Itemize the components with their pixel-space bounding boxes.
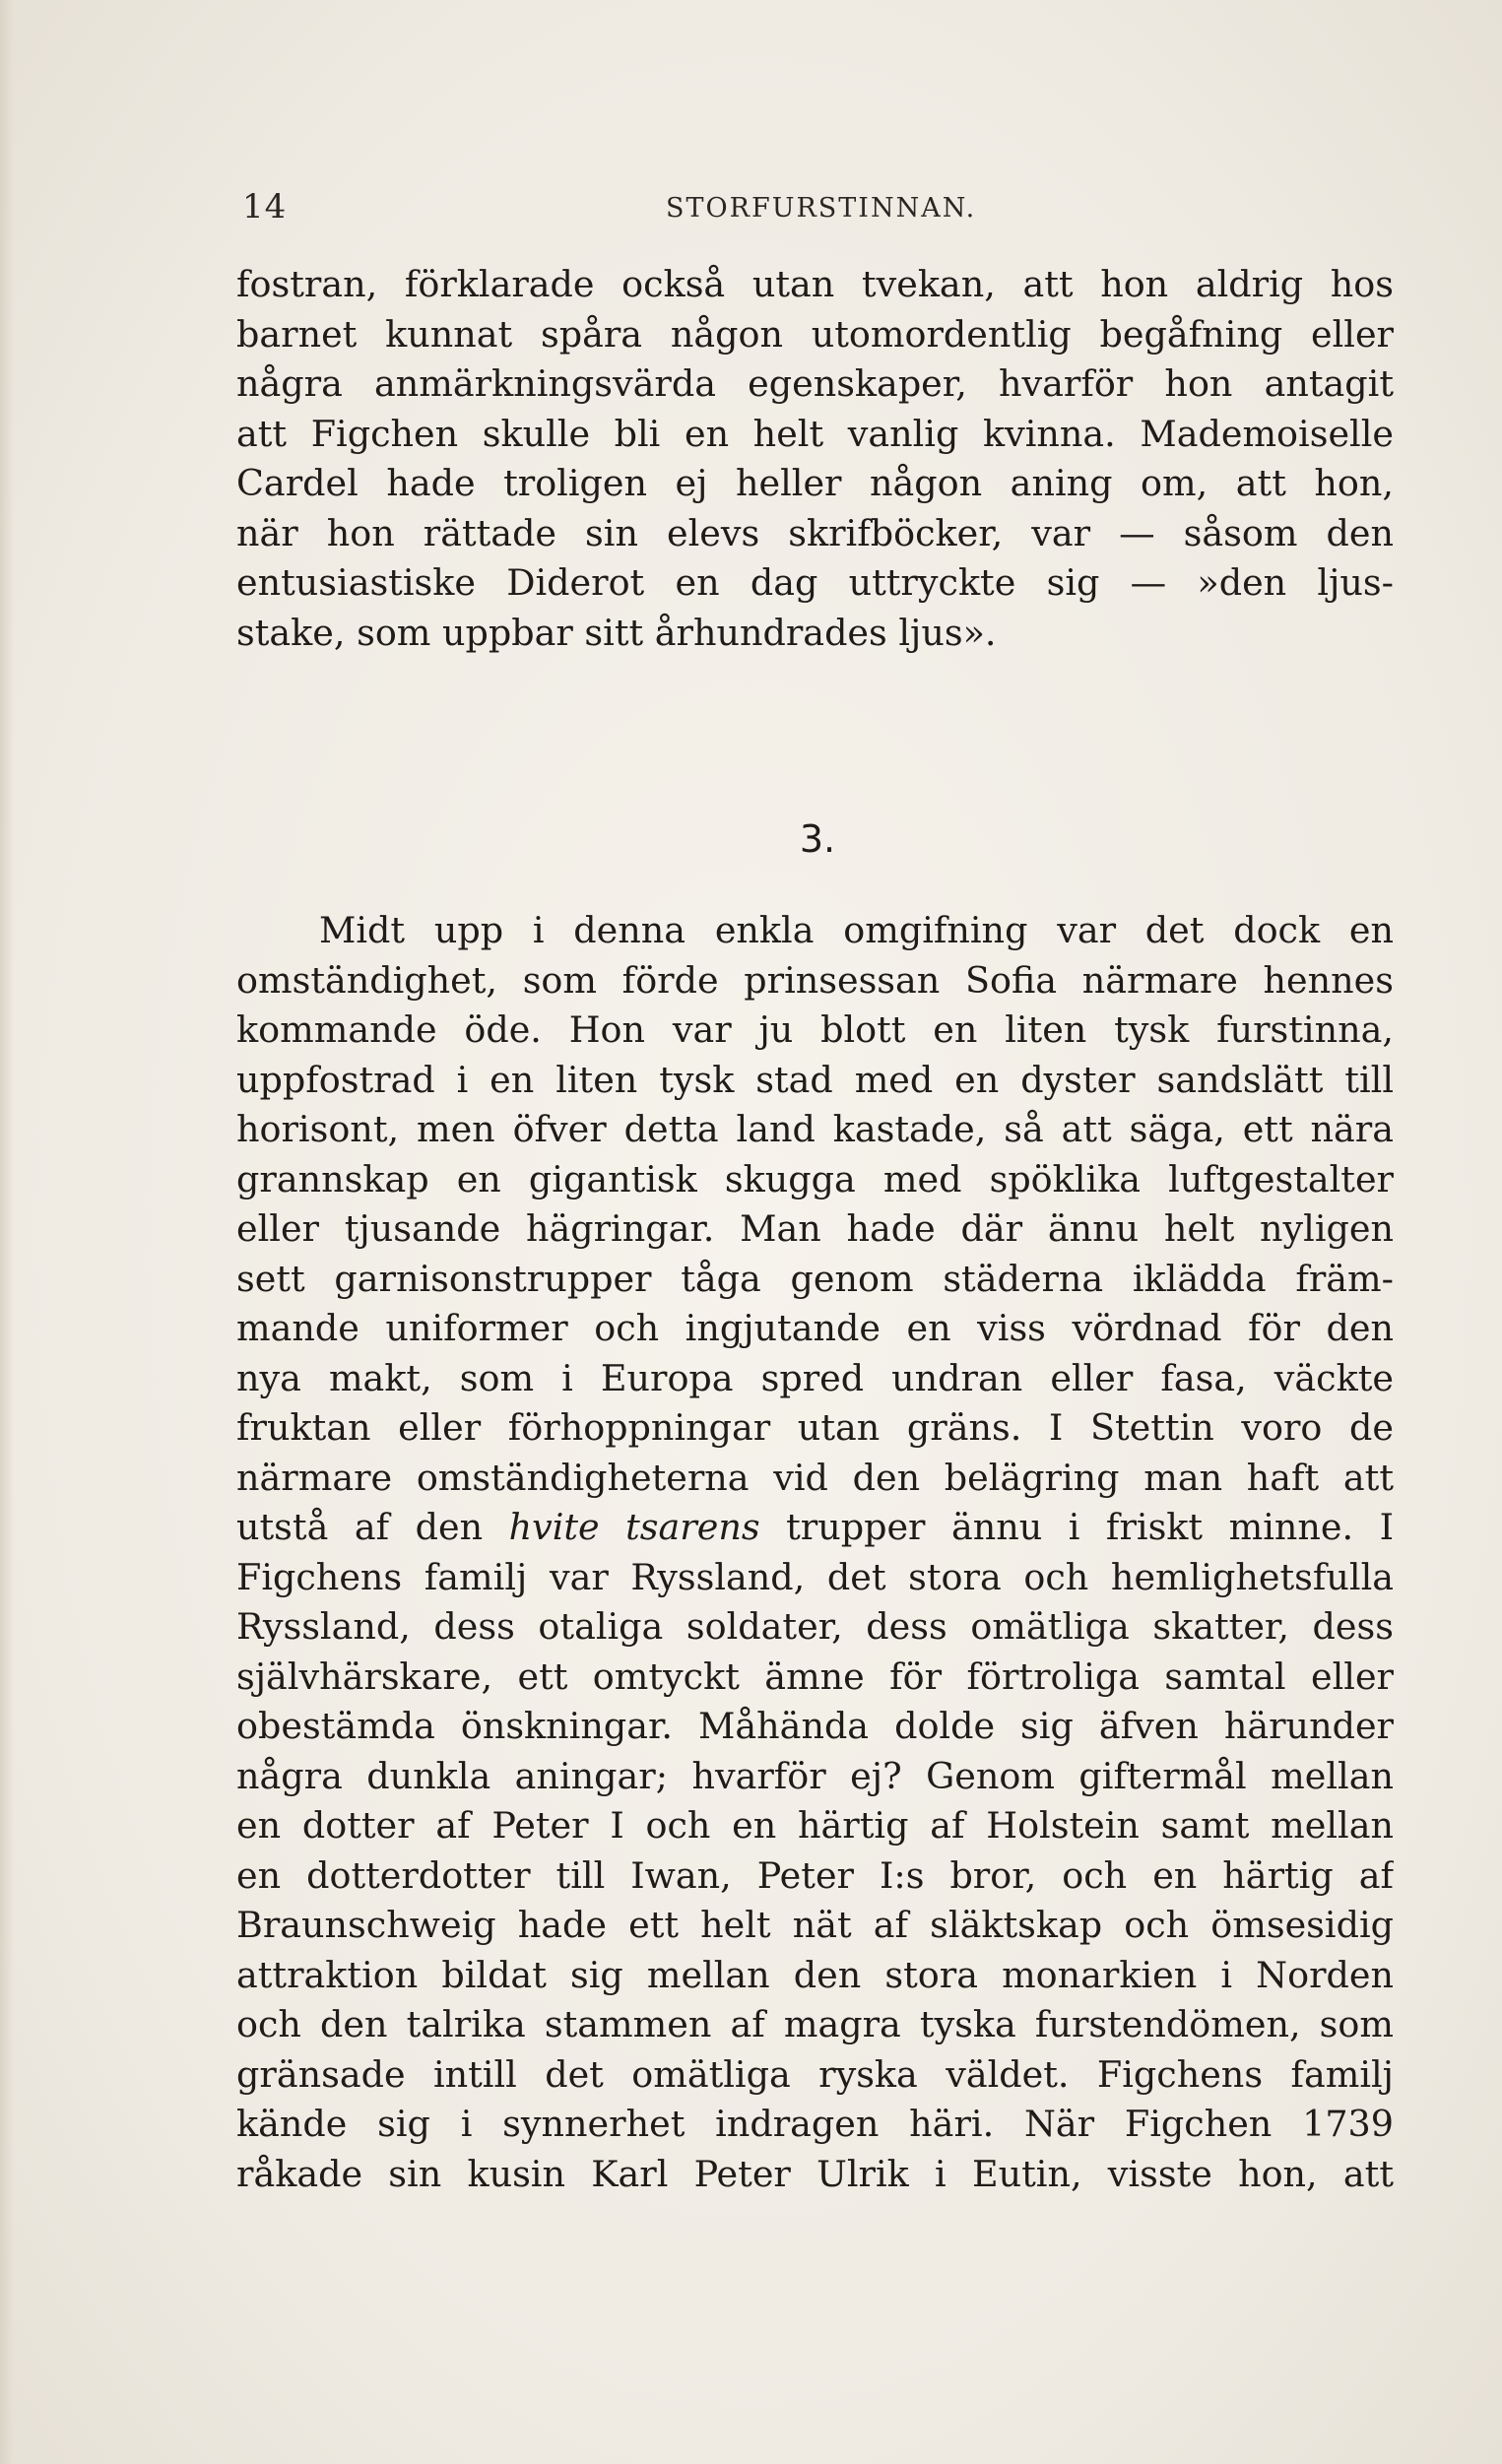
text-line: självhärskare, ett omtyckt ämne för förtroliga samtal eller [236,1654,1394,1698]
running-title: STORFURSTINNAN. [666,193,977,224]
text-line: fruktan eller förhoppningar utan gräns. I Stettin voro de [236,1406,1394,1449]
text-line: entusiastiske Diderot en dag uttryckte sig — »den ljus- [236,561,1394,604]
text-line: grannskap en gigantisk skugga med spöklika luftgestalter [236,1157,1394,1200]
section-number: 3. [799,817,836,861]
text-line: Ryssland, dess otaliga soldater, dess omätliga skatter, dess [236,1605,1394,1648]
text-line: en dotterdotter till Iwan, Peter I:s bror, och en härtig af [236,1853,1394,1897]
text-line: råkade sin kusin Karl Peter Ulrik i Eutin, visste hon, att [236,2152,1394,2195]
text-line-with-italic [236,1503,1394,1553]
text-line: sett garnisonstrupper tåga genom städerna iklädda främ- [236,1257,1394,1300]
text-line: när hon rättade sin elevs skrifböcker, var — såsom den [236,511,1394,554]
text-segment: utstå af den [236,1506,509,1548]
page-number: 14 [242,187,288,227]
text-line: Midt upp i denna enkla omgifning var det dock en [319,909,1394,951]
text-line: eller tjusande hägringar. Man hade där ännu helt nyligen [236,1207,1394,1250]
text-line: nya makt, som i Europa spred undran eller fasa, väckte [236,1356,1394,1399]
italic-phrase: hvite tsarens [508,1506,760,1548]
text-line: omständighet, som förde prinsessan Sofia närmare hennes [236,958,1394,1002]
text-line: Braunschweig hade ett helt nät af släktskap och ömsesidig [236,1904,1394,1946]
text-line: stake, som uppbar sitt århundrades ljus». [236,611,997,654]
text-line: och den talrika stammen af magra tyska furstendömen, som [236,2003,1394,2045]
text-line: mande uniformer och ingjutande en viss vördnad för den [236,1307,1394,1349]
text-line: attraktion bildat sig mellan den stora monarkien i Norden [236,1953,1394,1996]
text-segment: trupper ännu i friskt minne. I [759,1506,1394,1548]
text-line: barnet kunnat spåra någon utomordentlig begåfning eller [236,312,1394,356]
text-line: kommande öde. Hon var ju blott en liten tysk furstinna, [236,1008,1394,1051]
text-line: några dunkla aningar; hvarför ej? Genom giftermål mellan [236,1754,1394,1797]
running-head [242,187,1395,236]
text-line: en dotter af Peter I och en härtig af Holstein samt mellan [236,1804,1394,1847]
text-line: gränsade intill det omätliga ryska väldet. Figchens familj [236,2052,1394,2096]
text-line: kände sig i synnerhet indragen häri. När Figchen 1739 [236,2103,1394,2145]
text-line: horisont, men öfver detta land kastade, så att säga, ett nära [236,1108,1394,1150]
text-line: uppfostrad i en liten tysk stad med en dyster sandslätt till [236,1058,1394,1101]
text-line: närmare omständigheterna vid den belägring man haft att [236,1456,1394,1499]
text-line: obestämda önskningar. Måhända dolde sig äfven härunder [236,1705,1394,1747]
paragraph-2 [236,906,1394,2199]
paragraph-1 [236,260,1394,658]
text-line: Cardel hade troligen ej heller någon aning om, att hon, [236,462,1394,504]
text-line: fostran, förklarade också utan tvekan, att hon aldrig hos [236,263,1394,305]
text-line: några anmärkningsvärda egenskaper, hvarför hon antagit [236,362,1394,405]
text-line: att Figchen skulle bli en helt vanlig kvinna. Mademoiselle [236,412,1394,455]
text-line: Figchens familj var Ryssland, det stora och hemlighetsfulla [236,1555,1394,1598]
page-edge-shadow [0,0,14,2464]
